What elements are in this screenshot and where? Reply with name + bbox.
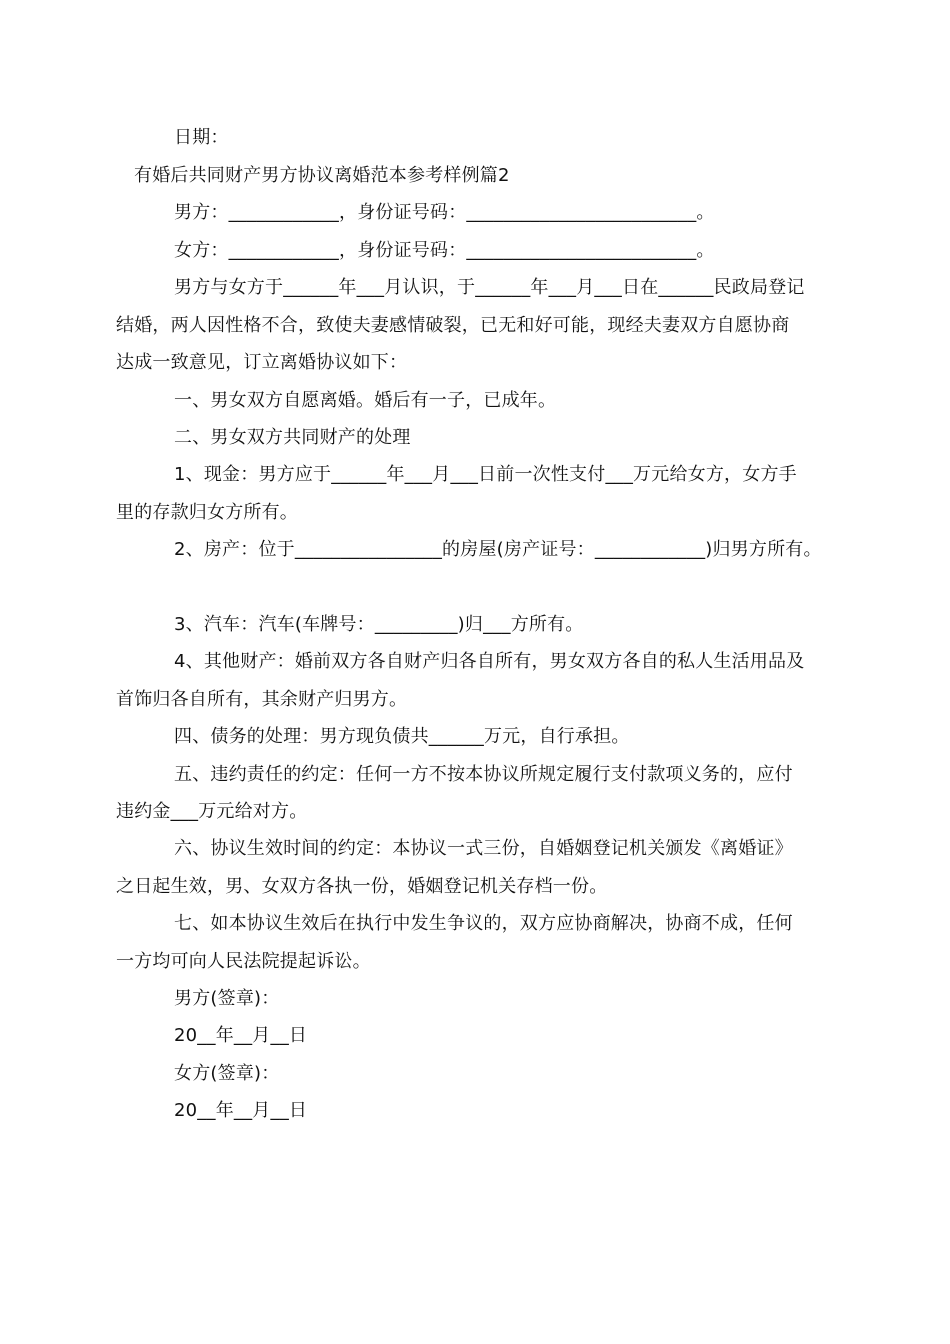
clause-1: 一、男女双方自愿离婚。婚后有一子，已成年。 bbox=[174, 390, 557, 411]
effective-clause-line-1: 六、协议生效时间的约定：本协议一式三份，自婚姻登记机关颁发《离婚证》 bbox=[174, 838, 793, 859]
debt-clause: 四、债务的处理：男方现负债共______万元，自行承担。 bbox=[174, 726, 630, 747]
effective-clause-line-2: 之日起生效，男、女双方各执一份，婚姻登记机关存档一份。 bbox=[116, 876, 608, 897]
intro-paragraph-line-3: 达成一致意见，订立离婚协议如下： bbox=[116, 352, 408, 373]
male-signature-date: 20__年__月__日 bbox=[174, 1025, 308, 1046]
dispute-clause-line-2: 一方均可向人民法院提起诉讼。 bbox=[116, 951, 371, 972]
breach-clause-line-1: 五、违约责任的约定：任何一方不按本协议所规定履行支付款项义务的，应付 bbox=[174, 764, 793, 785]
male-party-line: 男方：____________，身份证号码：_________________________。 bbox=[174, 202, 715, 223]
property-clause: 2、房产：位于________________的房屋(房产证号：____________)归男方所有。 bbox=[174, 539, 822, 560]
document-title: 有婚后共同财产男方协议离婚范本参考样例篇2 bbox=[134, 165, 510, 186]
female-signature-date: 20__年__月__日 bbox=[174, 1100, 308, 1121]
date-label: 日期： bbox=[174, 127, 229, 148]
female-party-line: 女方：____________，身份证号码：_________________________。 bbox=[174, 240, 715, 261]
cash-clause-line-1: 1、现金：男方应于______年___月___日前一次性支付___万元给女方，女方手 bbox=[174, 464, 797, 485]
clause-2-heading: 二、男女双方共同财产的处理 bbox=[174, 427, 411, 448]
breach-clause-line-2: 违约金___万元给对方。 bbox=[116, 801, 308, 822]
female-signature-label: 女方(签章)： bbox=[174, 1063, 280, 1084]
intro-paragraph-line-1: 男方与女方于______年___月认识，于______年___月___日在______民政局登记 bbox=[174, 277, 805, 298]
dispute-clause-line-1: 七、如本协议生效后在执行中发生争议的，双方应协商解决，协商不成，任何 bbox=[174, 913, 793, 934]
intro-paragraph-line-2: 结婚，两人因性格不合，致使夫妻感情破裂，已无和好可能，现经夫妻双方自愿协商 bbox=[116, 315, 790, 336]
cash-clause-line-2: 里的存款归女方所有。 bbox=[116, 502, 298, 523]
male-signature-label: 男方(签章)： bbox=[174, 988, 280, 1009]
car-clause: 3、汽车：汽车(车牌号：_________)归___方所有。 bbox=[174, 614, 584, 635]
other-property-line-2: 首饰归各自所有，其余财产归男方。 bbox=[116, 689, 408, 710]
other-property-line-1: 4、其他财产：婚前双方各自财产归各自所有，男女双方各自的私人生活用品及 bbox=[174, 651, 805, 672]
